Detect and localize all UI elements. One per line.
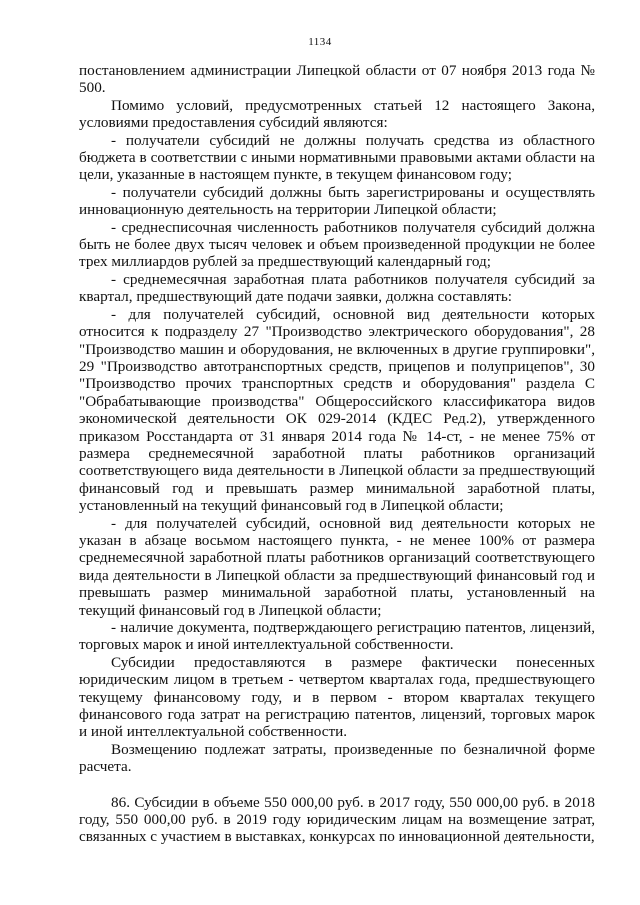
paragraph-11: Возмещению подлежат затраты, произведенные по безналичной форме расчета. <box>79 740 595 776</box>
paragraph-3: - получатели субсидий не должны получать средства из областного бюджета в соответствии с иными нормативными правовыми актами области на цели, указанные в настоящем пункте, в текущем финансовом году; <box>79 131 595 184</box>
paragraph-9: - наличие документа, подтверждающего регистрацию патентов, лицензий, торговых марок и иной интеллектуальной собственности. <box>79 619 595 654</box>
paragraph-6: - среднемесячная заработная плата работников получателя субсидий за квартал, предшествующий дате подачи заявки, должна составлять: <box>79 270 595 306</box>
paragraph-1: постановлением администрации Липецкой области от 07 ноября 2013 года № 500. <box>79 62 595 97</box>
paragraph-8: - для получателей субсидий, основной вид деятельности которых не указан в абзаце восьмом настоящего пункта, - не менее 100% от размера среднемесячной заработной платы работников организаций соответствующего вида деятельности в Липецкой области за предшествующий финансовый год и превышать размер минимальной заработной платы, установленный на текущий финансовый год в Липецкой области; <box>79 514 595 619</box>
paragraph-4: - получатели субсидий должны быть зарегистрированы и осуществлять инновационную деятельность на территории Липецкой области; <box>79 183 595 219</box>
section-spacer <box>79 776 595 794</box>
page-number: 1134 <box>308 36 332 48</box>
paragraph-5: - среднесписочная численность работников получателя субсидий должна быть не более двух тысяч человек и объем произведенной продукции не более трех миллиардов рублей за предшествующий календарный год; <box>79 218 595 271</box>
paragraph-2: Помимо условий, предусмотренных статьей 12 настоящего Закона, условиями предоставления субсидий являются: <box>79 96 595 132</box>
document-body <box>79 62 595 846</box>
paragraph-10: Субсидии предоставляются в размере фактически понесенных юридическим лицом в третьем - четвертом кварталах года, предшествующего текущему финансовому году, и в первом - втором кварталах текущего финансового года затрат на регистрацию патентов, лицензий, торговых марок и иной интеллектуальной собственности. <box>79 653 595 741</box>
paragraph-12: 86. Субсидии в объеме 550 000,00 руб. в 2017 году, 550 000,00 руб. в 2018 году, 550 000,00 руб. в 2019 году юридическим лицам на возмещение затрат, связанных с участием в выставках, конкурсах по инновационной деятельности, <box>79 793 595 846</box>
paragraph-7: - для получателей субсидий, основной вид деятельности которых относится к подразделу 27 "Производство электрического оборудования", 28 "Производство машин и оборудования, не включенных в другие группировки", 29 "Производство автотранспортных средств, прицепов и полуприцепов", 30 "Производство прочих транспортных средств и оборудования" раздела С "Обрабатывающие производства" Общероссийского классификатора видов экономической деятельности ОК 029-2014 (КДЕС Ред.2), утвержденного приказом Росстандарта от 31 января 2014 года № 14-ст, - не менее 75% от размера среднемесячной заработной платы работников организаций соответствующего вида деятельности в Липецкой области за предшествующий финансовый год и превышать размер минимальной заработной платы, установленный на текущий финансовый год в Липецкой области; <box>79 305 595 515</box>
